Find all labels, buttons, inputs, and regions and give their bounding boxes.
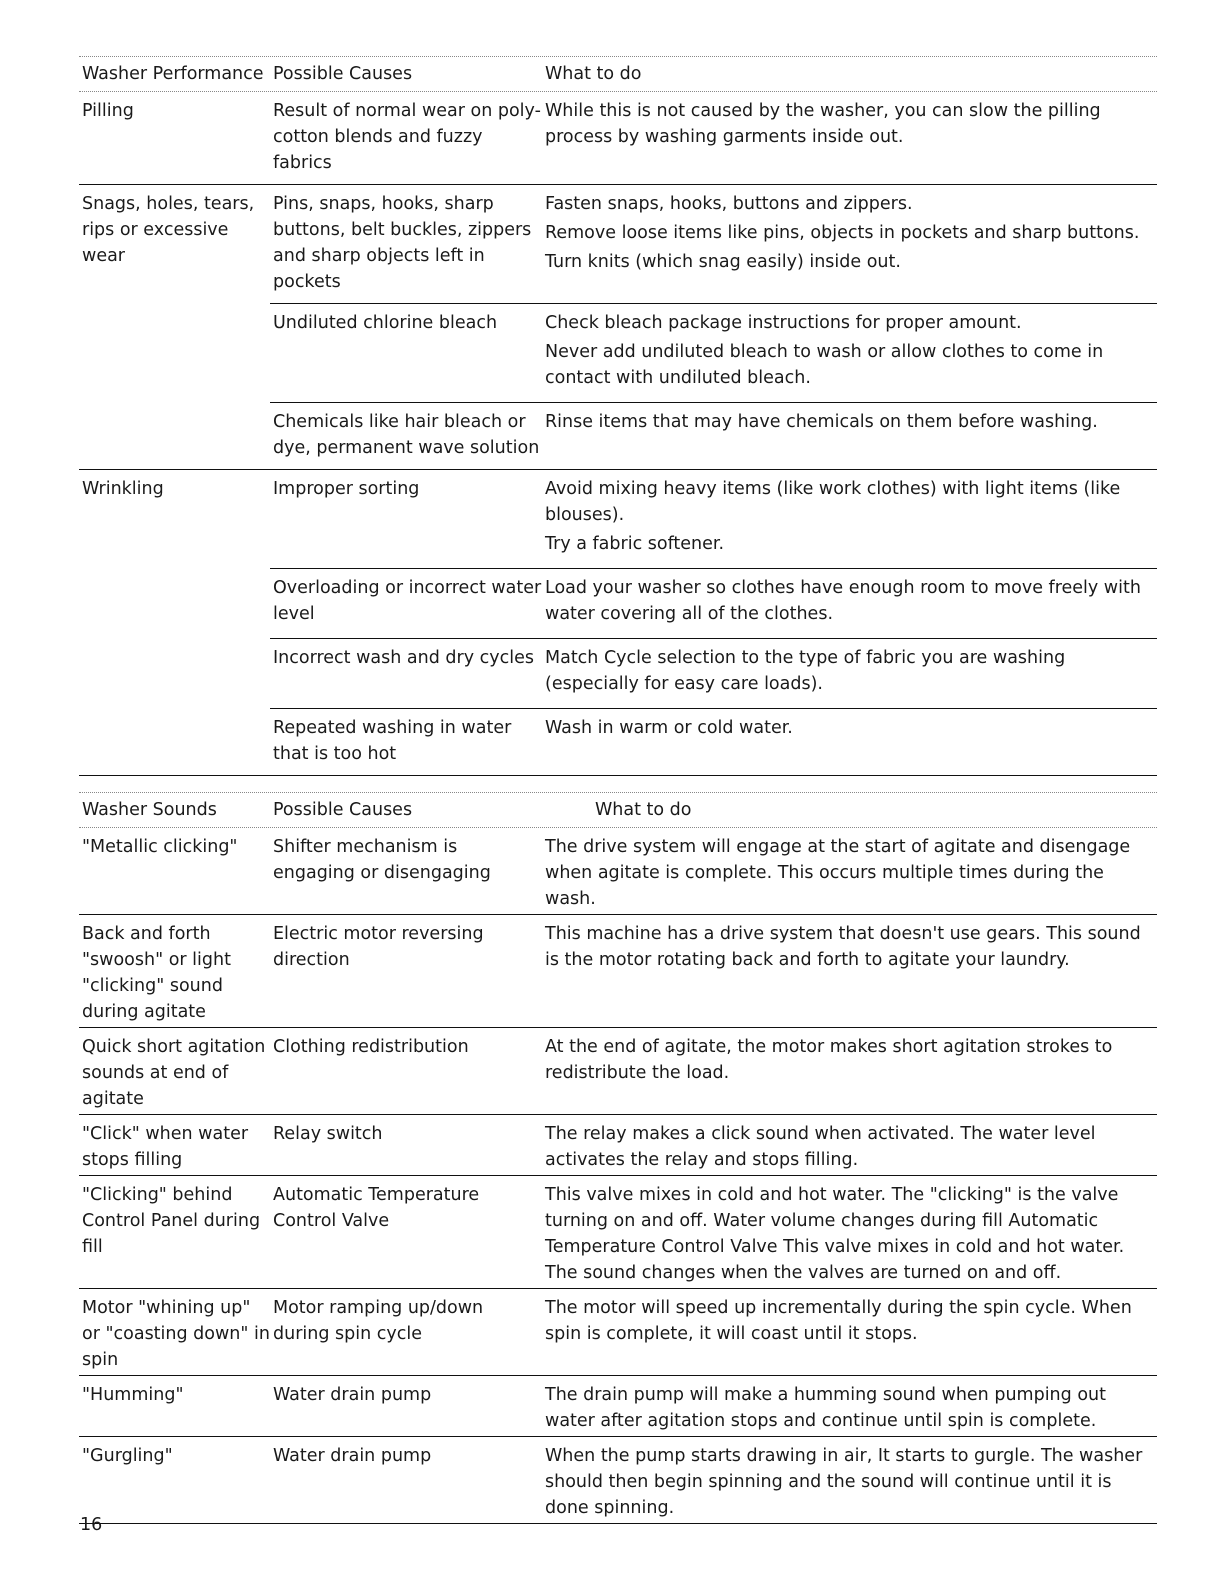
- table-group: [79, 92, 1157, 185]
- table-row: [79, 1028, 1157, 1115]
- table-header: [79, 56, 1157, 92]
- table-group: [79, 185, 1157, 470]
- possible-cause: Relay switch: [273, 1124, 383, 1144]
- possible-cause: Automatic Temperature Control Valve: [273, 1185, 480, 1231]
- possible-cause: Overloading or incorrect water level: [273, 578, 542, 624]
- possible-cause: Motor ramping up/down during spin cycle: [273, 1298, 484, 1344]
- possible-cause: Repeated washing in water that is too hot: [273, 718, 512, 764]
- what-to-do: [542, 98, 1157, 176]
- instruction-line: Rinse items that may have chemicals on them before washing.: [545, 412, 1098, 432]
- table-body: [79, 828, 1157, 1524]
- possible-cause: Water drain pump: [273, 1385, 432, 1405]
- what-to-do: [542, 191, 1157, 295]
- possible-cause: Improper sorting: [273, 479, 420, 499]
- header-washer-performance: Washer Performance: [82, 64, 264, 84]
- table-body: [79, 92, 1157, 776]
- possible-cause: Result of normal wear on poly-cotton blends and fuzzy fabrics: [273, 101, 541, 173]
- instruction-line: Try a fabric softener.: [545, 534, 725, 554]
- problem-label: Snags, holes, tears, rips or excessive wear: [82, 194, 255, 266]
- table-row: [79, 1437, 1157, 1524]
- sound-label: Quick short agitation sounds at end of agitate: [82, 1037, 266, 1109]
- what-to-do: [542, 310, 1157, 394]
- table-row: [270, 92, 1157, 184]
- instruction-line: Avoid mixing heavy items (like work clothes) with light items (like blouses).: [545, 479, 1121, 525]
- table-header: [79, 792, 1157, 828]
- sound-label: "Click" when water stops filling: [82, 1124, 249, 1170]
- instruction-line: While this is not caused by the washer, you can slow the pilling process by washing garments inside out.: [545, 101, 1101, 147]
- what-to-do: [542, 476, 1157, 560]
- washer-performance-table: [79, 56, 1157, 776]
- what-to-do: [542, 715, 1157, 767]
- possible-cause: Water drain pump: [273, 1446, 432, 1466]
- instruction-line: Load your washer so clothes have enough room to move freely with water covering all of the clothes.: [545, 578, 1141, 624]
- what-to-do: This machine has a drive system that doesn't use gears. This sound is the motor rotating back and forth to agitate your laundry.: [545, 924, 1141, 970]
- sound-label: "Humming": [82, 1385, 184, 1405]
- header-what-to-do: What to do: [545, 64, 642, 84]
- problem-label: Wrinkling: [82, 479, 164, 499]
- table-row: [79, 915, 1157, 1028]
- sound-label: "Gurgling": [82, 1446, 173, 1466]
- problem-label: Pilling: [82, 101, 134, 121]
- instruction-line: Remove loose items like pins, objects in pockets and sharp buttons.: [545, 223, 1140, 243]
- header-washer-sounds: Washer Sounds: [82, 800, 217, 820]
- table-row: [79, 1176, 1157, 1289]
- header-possible-causes: Possible Causes: [273, 800, 413, 820]
- sound-label: "Clicking" behind Control Panel during fill: [82, 1185, 261, 1257]
- sound-label: "Metallic clicking": [82, 837, 238, 857]
- sound-label: Back and forth "swoosh" or light "clicking" sound during agitate: [82, 924, 231, 1022]
- instruction-line: Fasten snaps, hooks, buttons and zippers.: [545, 194, 913, 214]
- what-to-do: [542, 575, 1157, 630]
- possible-cause: Clothing redistribution: [273, 1037, 469, 1057]
- instruction-line: Wash in warm or cold water.: [545, 718, 793, 738]
- what-to-do: When the pump starts drawing in air, It starts to gurgle. The washer should then begin spinning and the sound will continue until it is done spinning.: [545, 1446, 1143, 1518]
- what-to-do: The motor will speed up incrementally during the spin cycle. When spin is complete, it will coast until it stops.: [545, 1298, 1132, 1344]
- what-to-do: The relay makes a click sound when activated. The water level activates the relay and stops filling.: [545, 1124, 1096, 1170]
- table-row: [270, 185, 1157, 304]
- instruction-line: Match Cycle selection to the type of fabric you are washing (especially for easy care loads).: [545, 648, 1066, 694]
- header-possible-causes: Possible Causes: [273, 64, 413, 84]
- what-to-do: The drain pump will make a humming sound when pumping out water after agitation stops and continue until spin is complete.: [545, 1385, 1106, 1431]
- instruction-line: Check bleach package instructions for proper amount.: [545, 313, 1022, 333]
- what-to-do: [542, 645, 1157, 700]
- what-to-do: [542, 409, 1157, 461]
- table-row: [79, 828, 1157, 915]
- washer-sounds-table: [79, 792, 1157, 1524]
- instruction-line: Turn knits (which snag easily) inside out.: [545, 252, 901, 272]
- table-row: [270, 709, 1157, 775]
- what-to-do: The drive system will engage at the start of agitate and disengage when agitate is complete. This occurs multiple times during the wash.: [545, 837, 1131, 909]
- table-row: [79, 1115, 1157, 1176]
- instruction-line: Never add undiluted bleach to wash or allow clothes to come in contact with undiluted bleach.: [545, 342, 1104, 388]
- sound-label: Motor "whining up" or "coasting down" in spin: [82, 1298, 270, 1370]
- possible-cause: Chemicals like hair bleach or dye, permanent wave solution: [273, 412, 540, 458]
- table-row: [79, 1289, 1157, 1376]
- table-row: [79, 1376, 1157, 1437]
- header-what-to-do: What to do: [595, 800, 692, 820]
- possible-cause: Pins, snaps, hooks, sharp buttons, belt buckles, zippers and sharp objects left in pockets: [273, 194, 532, 292]
- possible-cause: Shifter mechanism is engaging or disengaging: [273, 837, 491, 883]
- table-row: [270, 403, 1157, 469]
- possible-cause: Electric motor reversing direction: [273, 924, 484, 970]
- table-row: [270, 569, 1157, 639]
- table-row: [270, 639, 1157, 709]
- what-to-do: At the end of agitate, the motor makes short agitation strokes to redistribute the load.: [545, 1037, 1113, 1083]
- possible-cause: Incorrect wash and dry cycles: [273, 648, 534, 668]
- table-group: [79, 470, 1157, 776]
- table-row: [270, 470, 1157, 569]
- page-number: 16: [80, 1515, 103, 1535]
- possible-cause: Undiluted chlorine bleach: [273, 313, 498, 333]
- table-row: [270, 304, 1157, 403]
- what-to-do: This valve mixes in cold and hot water. The "clicking" is the valve turning on and off. Water volume changes during fill Automatic Temperature Control Valve This valve mixes in cold and hot water. The sound changes when the valves are turned on and off.: [545, 1185, 1125, 1283]
